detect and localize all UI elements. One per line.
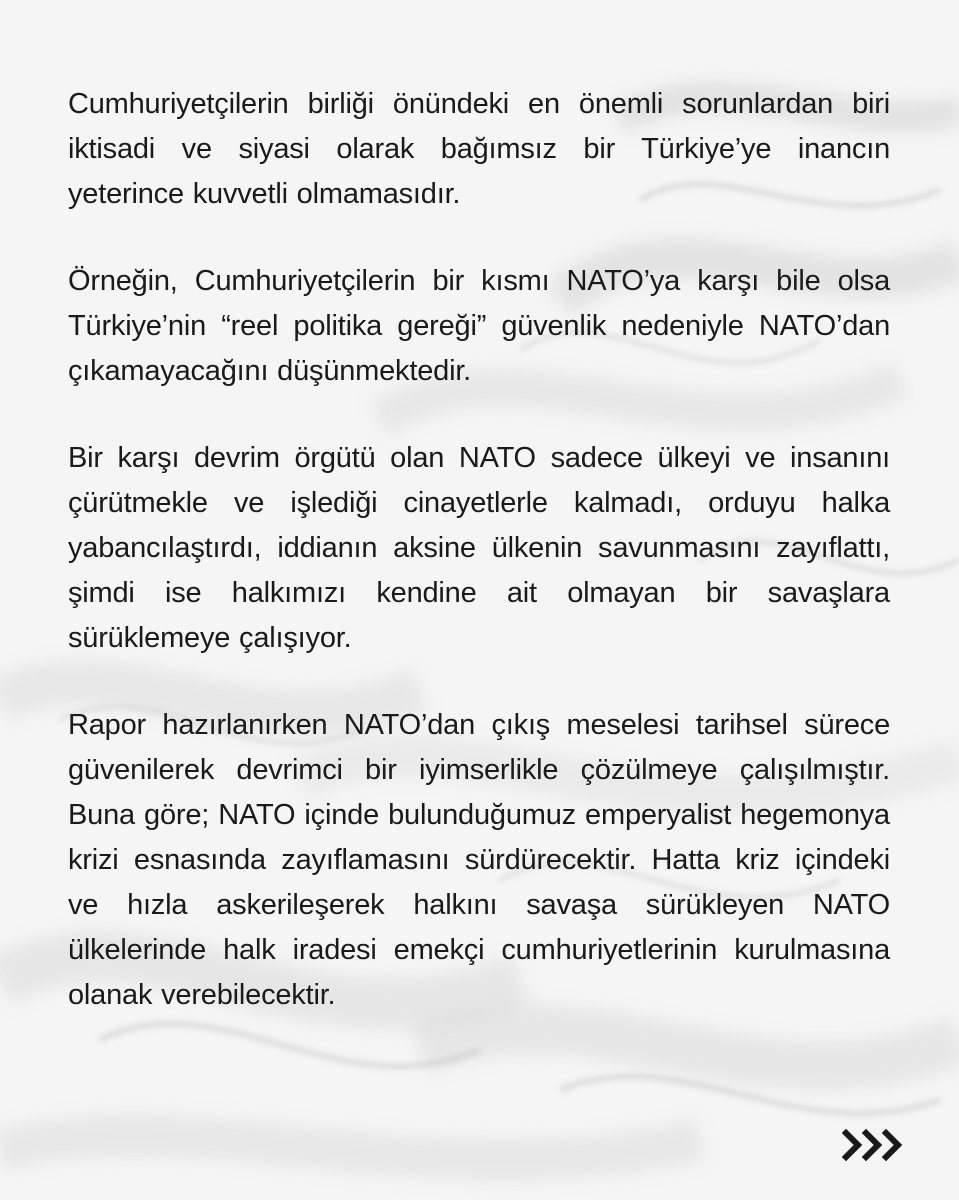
paragraph-3: Bir karşı devrim örgütü olan NATO sadece ülkeyi ve insanını çürütmekle ve işlediği cinayetlerle kalmadı, orduyu halka yabancılaştırdı, iddianın aksine ülkenin savunmasını zayıflattı, şimdi ise halkımızı kendine ait olmayan bir savaşlara sürüklemeye çalışıyor. <box>68 442 890 654</box>
paragraph-4: Rapor hazırlanırken NATO’dan çıkış meselesi tarihsel sürece güvenilerek devrimci bir iyimserlikle çözülmeye çalışılmıştır. Buna göre; NATO içinde bulunduğumuz emperyalist hegemonya krizi esnasında zayıflamasını sürdürecektir. Hatta kriz içindeki ve hızla askerileşerek halkını savaşa sürükleyen NATO ülkelerinde halk iradesi emekçi cumhuriyetlerinin kurulmasına olanak verebilecektir. <box>68 709 890 1011</box>
text-content <box>68 82 890 1060</box>
next-slide-icon[interactable] <box>842 1127 912 1163</box>
chevron-right-icon <box>886 1133 898 1157</box>
chevron-right-icon <box>846 1133 858 1157</box>
paragraph-1: Cumhuriyetçilerin birliği önündeki en önemli sorunlardan biri iktisadi ve siyasi olarak bağımsız bir Türkiye’ye inancın yeterince kuvvetli olmamasıdır. <box>68 88 890 210</box>
chevron-right-icon <box>866 1133 878 1157</box>
paragraph-2: Örneğin, Cumhuriyetçilerin bir kısmı NATO’ya karşı bile olsa Türkiye’nin “reel politika gereği” güvenlik nedeniyle NATO’dan çıkamayacağını düşünmektedir. <box>68 265 890 387</box>
